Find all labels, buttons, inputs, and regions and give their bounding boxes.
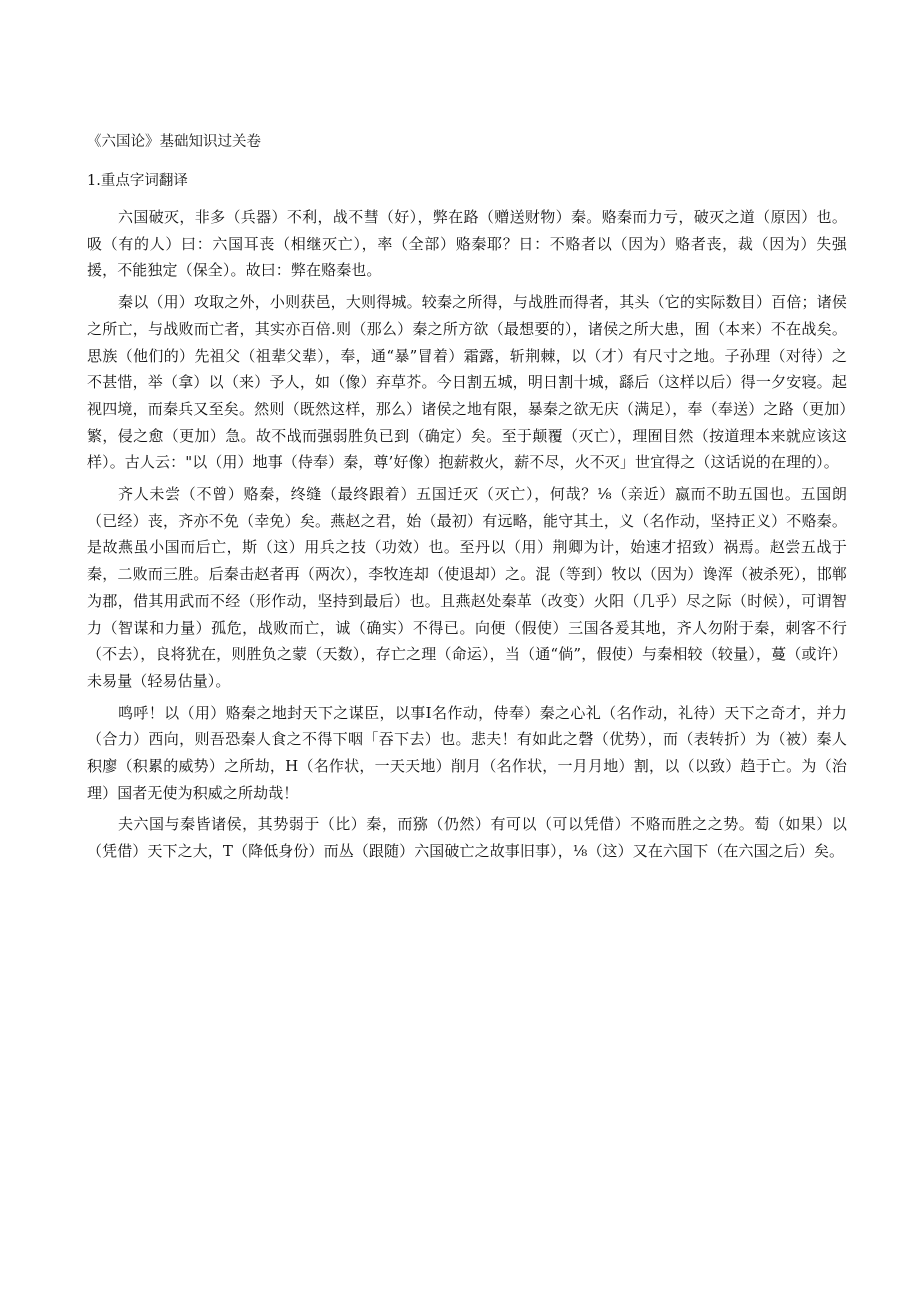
- paragraph: 齐人未尝（不曾）赂秦，终缝（最终跟着）五国迁灭（灭亡），何哉？⅛（亲近）嬴而不助五国也。五国朗（已经）丧，齐亦不免（幸免）矣。燕赵之君，始（最初）有远略，能守其土，义（名作动，坚持正义）不赂秦。是故燕虽小国而后亡，斯（这）用兵之技（功效）也。至丹以（用）荆卿为计，始速才招致）祸焉。赵尝五战于秦，二败而三胜。后秦击赵者再（两次），李牧连却（使退却）之。混（等到）牧以（因为）谗浑（被杀死），邯郸为郡，借其用武而不经（形作动，坚持到最后）也。且燕赵处秦革（改变）火阳（几乎）尽之际（时候），可谓智力（智谋和力量）孤危，战败而亡，诚（确实）不得已。向便（假使）三国各爰其地，齐人勿附于秦，刺客不行（不去），良将犹在，则胜负之蒙（天数），存亡之理（命运），当（通“倘”，假使）与秦相较（较量），蔓（或许）未易量（轻易估量）。: [87, 485, 847, 690]
- paragraph: 秦以（用）攻取之外，小则获邑，大则得城。较秦之所得，与战胜而得者，其头（它的实际数目）百倍；诸侯之所亡，与战败而亡者，其实亦百倍.则（那么）秦之所方欲（最想要的），诸侯之所大患，囿（本来）不在战矣。思族（他们的）先祖父（祖辈父辈），奉，通“暴”冒着）霜露，斩荆棘，以（才）有尺寸之地。子孙理（对待）之不甚惜，举（拿）以（来）予人，如（像）弃草芥。今日割五城，明日割十城，繇后（这样以后）得一夕安寝。起视四境，而秦兵又至矣。然则（既然这样，那么）诸侯之地有限，暴秦之欲无庆（满足），奉（奉送）之路（更加）繁，侵之愈（更加）急。故不战而强弱胜负已到（确定）矣。至于颠覆（灭亡），理囿目然（按道理本来就应该这样）。古人云："以（用）地事（侍奉）秦，尊’好像）抱薪救火，薪不尽，火不灭」世宜得之（这话说的在理的）。: [87, 293, 847, 472]
- document-body: [87, 204, 847, 870]
- paragraph: 鸣呼！以（用）赂秦之地封天下之谋臣，以事I名作动，侍奉）秦之心礼（名作动，礼待）天下之奇才，并力（合力）西向，则吾恐秦人食之不得下咽「吞下去）也。悲夫！有如此之磬（优势），而（表转折）为（被）秦人积廖（积累的威势）之所劫，H（名作状，一天天地）削月（名作状，一月月地）割，以（以致）趋于亡。为（治理）国者无使为积威之所劫哉！: [87, 703, 847, 802]
- document-title: 《六国论》基础知识过关卷: [87, 134, 261, 150]
- paragraph: 六国破灭，非多（兵器）不利，战不彗（好），弊在路（赠送财物）秦。赂秦而力亏，破灭之道（原因）也。吸（有的人）曰：六国耳丧（相继灭亡），率（全部）赂秦耶？日：不赂者以（因为）赂者丧，裁（因为）失强援，不能独定（保全）。故曰：弊在赂秦也。: [87, 208, 847, 280]
- paragraph: 夫六国与秦皆诸侯，其势弱于（比）秦，而猕（仍然）有可以（可以凭借）不赂而胜之之势。萄（如果）以（凭借）天下之大，T（降低身份）而丛（跟随）六国破亡之故事旧事），⅛（这）又在六国下（在六国之后）矣。: [87, 815, 847, 861]
- section-heading: 1.重点字词翻译: [87, 173, 188, 189]
